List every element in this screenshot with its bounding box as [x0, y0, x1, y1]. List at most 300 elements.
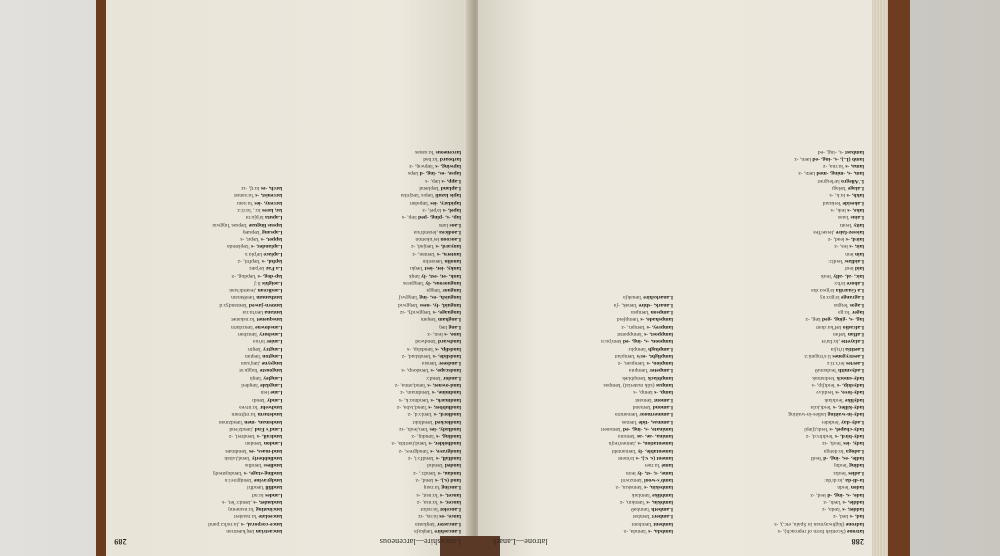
entry-definition: 'læməmʊə [615, 411, 639, 418]
dictionary-entry [293, 352, 462, 359]
entry-definition: 'læməntəbl [611, 447, 637, 454]
right-columns [488, 147, 868, 536]
dictionary-entry [683, 468, 864, 475]
entry-headword: languor [442, 287, 461, 294]
dictionary-entry [114, 395, 283, 402]
entry-definition: 'leɪdl [810, 455, 822, 462]
entry-definition: 'leɪətɪ [839, 221, 853, 228]
entry-headword: lamb (L.), -s, -ing, -ed [812, 155, 864, 162]
entry-definition: liːʃ [254, 279, 261, 286]
dictionary-entry [114, 366, 283, 373]
entry-headword: lame, -r, -st, -ly [637, 469, 673, 476]
dictionary-entry [114, 184, 283, 191]
entry-headword: laissez-faire [835, 228, 864, 235]
dictionary-entry [293, 162, 462, 169]
entry-definition: 'læpwɪŋ, -z [409, 163, 434, 170]
dictionary-entry [114, 337, 283, 344]
entry-headword: language, -s [432, 309, 461, 316]
entry-definition: 'leɪdɪz [833, 469, 847, 476]
entry-definition: leɪ'ɜːtiːz [826, 360, 845, 367]
entry-headword: ladyship, -s [836, 382, 864, 389]
right-column-1 [683, 147, 864, 534]
entry-headword: Laodicea [439, 228, 461, 235]
dictionary-entry [114, 498, 283, 505]
entry-headword: Lammermoor [639, 411, 673, 418]
entry-definition: 'læŋlɪ [249, 374, 262, 381]
dictionary-entry [114, 264, 283, 271]
dictionary-entry [114, 373, 283, 380]
entry-headword: landing-stage, -s [243, 469, 283, 476]
entry-headword: lantern, -s [436, 250, 461, 257]
entry-headword: La Guardia [835, 287, 864, 294]
entry-definition: 'lɑːdəʊgə [823, 447, 845, 454]
dictionary-entry [293, 512, 462, 519]
entry-definition: lə'gwɑːdɪə [811, 287, 835, 294]
entry-definition: læn'tɑːnə [242, 309, 264, 316]
entry-definition: læŋk [408, 272, 420, 279]
dictionary-entry [293, 468, 462, 475]
dictionary-entry [492, 366, 673, 373]
entry-definition: 'lɑːnskənet [231, 316, 256, 323]
dictionary-entry [293, 381, 462, 388]
entry-headword: Laputa [265, 214, 283, 221]
dictionary-entry [683, 293, 864, 300]
entry-headword: Lancelot [440, 506, 461, 513]
entry-definition: 'læmskɪn, -z [615, 484, 643, 491]
entry-headword: Lagrange [841, 294, 864, 301]
entry-definition: 'læplænd [419, 185, 440, 192]
entry-headword: laity [853, 221, 864, 228]
entry-definition: 'lɑːbəd [423, 155, 439, 162]
dictionary-entry [293, 359, 462, 366]
dictionary-entry [492, 468, 673, 475]
entry-headword: Langham [437, 316, 461, 323]
entry-headword: lampblack [647, 374, 673, 381]
entry-headword: lady-smock [836, 374, 864, 381]
dictionary-entry [683, 410, 864, 417]
entry-headword: landmine, -s [431, 389, 461, 396]
entry-definition: 'lɑːsənəs [415, 148, 435, 155]
dictionary-entry [293, 527, 462, 534]
dictionary-entry [293, 395, 462, 402]
dictionary-entry [683, 403, 864, 410]
entry-headword: lapel, -s [442, 206, 461, 213]
entry-definition: 'læn,leɪdɪ, -ɪz [399, 425, 429, 432]
dictionary-entry [293, 403, 462, 410]
dictionary-entry [683, 476, 864, 483]
entry-definition: 'læmkɪn, -z [619, 498, 645, 505]
entry-definition: 'lænzdaʊn [231, 323, 254, 330]
entry-definition: 'lændɔː [425, 374, 442, 381]
dictionary-entry [293, 271, 462, 278]
entry-headword: lamina, -ae, -as [636, 433, 673, 440]
entry-definition: 'lændlɪs [244, 462, 263, 469]
entry-headword: langouste [259, 367, 283, 374]
entry-headword: lansquenet [256, 316, 283, 323]
entry-definition: 'læŋkəʃə [414, 528, 433, 534]
entry-headword: landslip, -s [435, 345, 461, 352]
entry-headword: latrone [847, 528, 864, 534]
entry-definition: 'leɪdɪdeɪ [821, 418, 840, 425]
entry-headword: lampion, -s [646, 360, 673, 367]
entry-headword: larcenist, -s [255, 192, 283, 199]
entry-definition: ,læmen'teɪʃn [608, 440, 637, 447]
dictionary-entry [114, 344, 283, 351]
dictionary-entry [683, 257, 864, 264]
entry-definition: ,lɑːns'kɔːpərəl [208, 520, 240, 527]
dictionary-entry [293, 315, 462, 322]
entry-headword: lamppost, -s [644, 330, 673, 337]
entry-definition: 'læmɪnə [618, 433, 636, 440]
entry-definition: 'læməs [621, 418, 638, 425]
dictionary-entry [293, 147, 462, 154]
entry-definition: 'læmɪneɪt [600, 425, 622, 432]
entry-definition: læps [407, 170, 419, 177]
dictionary-entry [683, 417, 864, 424]
entry-definition: 'lændzmən [218, 418, 243, 425]
entry-headword: landslide, -s [432, 352, 461, 359]
dictionary-entry [492, 425, 673, 432]
entry-definition: læm'puːn [600, 338, 622, 345]
dictionary-entry [492, 293, 673, 300]
entry-headword: landlubber, -s [428, 403, 461, 410]
entry-headword: Laffan [847, 330, 864, 337]
dictionary-entry [293, 169, 462, 176]
entry-headword: larceny, -ies [254, 199, 283, 206]
dictionary-entry [114, 425, 283, 432]
entry-definition: 'læmprɪ, -z [621, 323, 646, 330]
entry-definition: 'lɑːntveə [239, 403, 259, 410]
entry-headword: lady-in-waiting [827, 411, 864, 418]
entry-definition: liːs'trɪgəniːz [804, 352, 831, 359]
entry-definition: 'lænd,lʌbəlɪ [224, 455, 251, 462]
entry-definition: læ'pæz [249, 265, 265, 272]
dictionary-entry [293, 425, 462, 432]
entry-headword: landholder, -s [428, 440, 461, 447]
entry-definition: læf'kɑːdɪəʊ [816, 323, 842, 330]
entry-definition: lə'pel, -z [422, 206, 442, 213]
entry-definition: 'læŋkəstə [415, 520, 436, 527]
dictionary-entry [114, 439, 283, 446]
dictionary-entry [683, 490, 864, 497]
entry-definition: læŋ [439, 323, 448, 330]
entry-definition: leə, -z [834, 243, 848, 250]
dictionary-entry [492, 403, 673, 410]
entry-definition: leəd, -z [827, 236, 845, 243]
entry-definition: 'lædɪ, -z [823, 498, 842, 505]
dictionary-entry [683, 271, 864, 278]
entry-definition: 'læmpluː [627, 345, 647, 352]
entry-definition: 'lɑːnsɪneɪtɪŋ [228, 506, 255, 513]
entry-definition: 'læmplaɪt [614, 352, 636, 359]
entry-headword: languorous, -ly [425, 279, 461, 286]
right-page-title: latrone—Lanark [492, 537, 548, 547]
entry-headword: Lanarkshire [643, 294, 673, 301]
entry-definition: 'læntən, -z [412, 250, 436, 257]
dictionary-entry [293, 220, 462, 227]
dictionary-entry [293, 176, 462, 183]
dictionary-entry [683, 366, 864, 373]
entry-definition: 'lændmæs [225, 447, 248, 454]
entry-headword: land (s.), -s [434, 476, 461, 483]
entry-headword: lamp, -s [654, 389, 673, 396]
entry-definition: lə'ment [618, 455, 635, 462]
dictionary-entry [293, 249, 462, 256]
dictionary-entry [492, 352, 673, 359]
entry-headword: Laodicean [257, 287, 283, 294]
entry-definition: 'lændfɔːl, -z [407, 455, 435, 462]
entry-definition: 'læpɪdərɪ [409, 199, 429, 206]
entry-headword: lambskin, -s [644, 484, 673, 491]
entry-headword: lance, -es [439, 513, 461, 520]
entry-definition: leɪm [625, 469, 636, 476]
entry-definition: 'læmpʃeɪd [616, 316, 639, 323]
entry-headword: Lamond [652, 403, 673, 410]
entry-definition: 'lændslaɪd, -z [401, 352, 432, 359]
dictionary-entry [114, 388, 283, 395]
dictionary-entry [114, 191, 283, 198]
left-page-title: Lancashire—larceneous [379, 537, 461, 547]
entry-definition: 'lænlɔːd, -z [407, 411, 433, 418]
dictionary-entry [114, 519, 283, 526]
dictionary-entry [683, 352, 864, 359]
entry-headword: languid, -ly, -ness [419, 301, 461, 308]
dictionary-entry [293, 432, 462, 439]
dictionary-entry [114, 330, 283, 337]
entry-definition: leɪn [260, 389, 269, 396]
entry-headword: landward [437, 338, 461, 345]
entry-headword: land-owner, -s [427, 382, 461, 389]
entry-definition: 'læmpɪən, -z [617, 360, 646, 367]
entry-definition: 'lændɪd [427, 462, 444, 469]
dictionary-entry [683, 337, 864, 344]
dictionary-entry [114, 505, 283, 512]
entry-headword: lake, -s [847, 206, 864, 213]
entry-definition: 'læmdə, -z [623, 528, 647, 534]
dictionary-entry [114, 483, 283, 490]
dictionary-entry [492, 417, 673, 424]
entry-headword: lap-dog, -s [257, 272, 283, 279]
entry-definition: ,lɑːfaɪ'et [821, 338, 840, 345]
entry-headword: lancinating [255, 506, 283, 513]
entry-definition: 'lænəʊlɪn [422, 258, 444, 265]
entry-definition: 'lændɪ [252, 396, 266, 403]
right-running-head [488, 536, 868, 548]
entry-headword: larch, -es [260, 185, 283, 192]
entry-headword: lament (s. v.), -s [635, 455, 673, 462]
entry-headword: lank, -er, -est, -ly [421, 272, 461, 279]
entry-headword: Langtry [262, 345, 283, 352]
entry-headword: Lambert [651, 513, 673, 520]
entry-headword: lamb's-wool [644, 476, 673, 483]
dictionary-entry [114, 242, 283, 249]
dictionary-entry [683, 512, 864, 519]
dictionary-entry [293, 198, 462, 205]
dictionary-entry [492, 498, 673, 505]
entry-definition: 'lændɪŋ, -z [411, 433, 435, 440]
entry-headword: landlubberly [251, 455, 283, 462]
dictionary-entry [114, 359, 283, 366]
entry-headword: languish, -es, -ing [419, 294, 461, 301]
entry-headword: ladrone [845, 520, 864, 527]
entry-definition: ,lændz'end [229, 425, 254, 432]
entry-headword: lamé [661, 462, 673, 469]
entry-definition: 'leɪdɪ,tʃæpl [804, 425, 829, 432]
dictionary-entry [114, 476, 283, 483]
dictionary-entry [683, 286, 864, 293]
dictionary-entry [293, 454, 462, 461]
dictionary-entry [492, 344, 673, 351]
dictionary-entry [293, 293, 462, 300]
entry-headword: ladle, -es, -ing, -d [823, 455, 864, 462]
entry-headword: landscape, -s [430, 367, 461, 374]
entry-definition: 'læmənt [635, 396, 653, 403]
entry-headword: ladylike [845, 396, 864, 403]
entry-definition: leɪd, -z [810, 491, 826, 498]
dictionary-entry [683, 206, 864, 213]
dictionary-entry [683, 235, 864, 242]
entry-definition: 'lɒŋguːst [239, 367, 259, 374]
dictionary-entry [683, 184, 864, 191]
entry-definition: 'lɑːnsɪŋ [423, 484, 440, 491]
entry-definition: leɪn [845, 250, 854, 257]
dictionary-entry [683, 228, 864, 235]
dictionary-entry [683, 373, 864, 380]
entry-definition: læmp, -s [633, 389, 653, 396]
dictionary-entry [114, 490, 283, 497]
entry-definition: 'lændmɑːk, -s [398, 396, 430, 403]
dictionary-entry [114, 286, 283, 293]
entry-headword: L'Allegro [841, 177, 864, 184]
entry-headword: laddie, -s [842, 498, 864, 505]
entry-headword: lakh, -s [846, 192, 864, 199]
entry-headword: lanceolate [258, 513, 283, 520]
entry-definition: lɑː, 'lɑːriːz [237, 206, 261, 213]
entry-headword: lair, -s [849, 243, 864, 250]
dictionary-entry [293, 228, 462, 235]
entry-definition: 'læləgɪ [831, 185, 847, 192]
entry-definition: 'læplændə [227, 243, 250, 250]
entry-definition: 'lænəkʃə [623, 294, 642, 301]
entry-headword: Lafcadio [842, 323, 864, 330]
entry-headword: lapsus linguae [248, 221, 283, 228]
entry-definition: 'læmpɪtə [628, 367, 648, 374]
dictionary-entry [683, 249, 864, 256]
entry-headword: Laestrygones [832, 352, 864, 359]
dictionary-entry [114, 410, 283, 417]
dictionary-entry [492, 330, 673, 337]
entry-headword: Ladoga [845, 447, 864, 454]
dictionary-entry [683, 432, 864, 439]
entry-headword: Lambeth [651, 506, 673, 513]
entry-headword: lapful, -s [261, 258, 283, 265]
entry-headword: Laius [850, 214, 864, 221]
entry-definition: 'leɪdlɔː [828, 258, 843, 265]
entry-headword: lamprey, -s [646, 323, 673, 330]
entry-headword: lap, -s, -ping, -ped [418, 214, 461, 221]
dictionary-entry [683, 527, 864, 534]
entry-definition: 'læmbənt [631, 520, 653, 527]
entry-definition: 'lænθənəm [231, 294, 255, 301]
entry-definition: ,leɪəʊdɪ'sɪən [229, 287, 257, 294]
entry-headword: landau, -s [437, 469, 461, 476]
dictionary-entry [492, 476, 673, 483]
dictionary-entry [114, 213, 283, 220]
dictionary-entry [114, 322, 283, 329]
entry-definition: (silk material) 'læmpəs [603, 382, 655, 389]
dictionary-entry [683, 213, 864, 220]
entry-headword: lanyard, -s [435, 243, 461, 250]
entry-headword: lady-bird, -s [834, 433, 864, 440]
entry-headword: lantana [264, 309, 283, 316]
entry-definition: 'læŋəm [420, 316, 437, 323]
entry-headword: Lapsang [261, 228, 283, 235]
entry-definition: 'lænzbərɪ [237, 330, 258, 337]
entry-definition: 'læmpsn [630, 309, 650, 316]
entry-headword: lanky, -ier, -iest [424, 265, 461, 272]
entry-definition: lə'grɑːnʒ [820, 294, 840, 301]
dictionary-entry [293, 308, 462, 315]
dictionary-entry [293, 505, 462, 512]
dictionary-entry [293, 264, 462, 271]
entry-headword: Lapp, -s [441, 177, 461, 184]
dictionary-entry [114, 206, 283, 213]
entry-definition: 'læpsæŋ [242, 228, 261, 235]
dictionary-entry [492, 432, 673, 439]
entry-headword: lamentable, -ly [637, 447, 673, 454]
entry-definition: læd, -z [833, 513, 849, 520]
entry-definition: 'læpɪs 'læzjʊlaɪ [400, 192, 434, 199]
left-running-head [110, 536, 465, 548]
entry-definition: 'læŋgwɪd [398, 301, 419, 308]
entry-definition: (highwayman in Spain, etc.), -s [774, 520, 845, 527]
entry-headword: laic, -al, -ally [833, 272, 864, 279]
entry-headword: Lancashire [434, 528, 461, 534]
dictionary-entry [683, 454, 864, 461]
entry-headword: lady-killer, -s [832, 403, 864, 410]
dictionary-entry [683, 395, 864, 402]
entry-headword: lady-chapel, -s [829, 425, 864, 432]
entry-definition: læ'plɑːs [244, 250, 263, 257]
entry-headword: lantern-jawed [248, 301, 283, 308]
dictionary-entry [492, 308, 673, 315]
entry-headword: langsyne [261, 360, 283, 367]
dictionary-entry [293, 242, 462, 249]
entry-headword: Landseer [438, 360, 461, 367]
entry-headword: lancastrian [255, 528, 283, 534]
dictionary-entry [114, 454, 283, 461]
entry-definition: 'læmppəʊst [617, 330, 643, 337]
entry-headword: Lapland [440, 185, 461, 192]
entry-definition: 'leɪdɪbɜːd, -z [805, 433, 834, 440]
entry-definition: 'læmbəθ [631, 506, 650, 513]
entry-headword: lambast [845, 148, 864, 155]
entry-headword: Langley [263, 374, 283, 381]
entry-headword: laden [850, 484, 864, 491]
entry-headword: landsman, -men [244, 418, 283, 425]
entry-headword: landlady, -ies [429, 425, 461, 432]
entry-headword: Lampson [650, 309, 673, 316]
entry-headword: landwehr [259, 403, 283, 410]
entry-headword: laminate, -s, -ing, -ed [622, 425, 673, 432]
entry-headword: landing, -s [436, 433, 461, 440]
dictionary-entry [293, 191, 462, 198]
entry-definition: 'lændfɪl [247, 484, 264, 491]
entry-headword: landlocked [434, 418, 461, 425]
entry-headword: lambent [653, 520, 673, 527]
dictionary-entry [114, 403, 283, 410]
entry-headword: Lagos [849, 301, 864, 308]
